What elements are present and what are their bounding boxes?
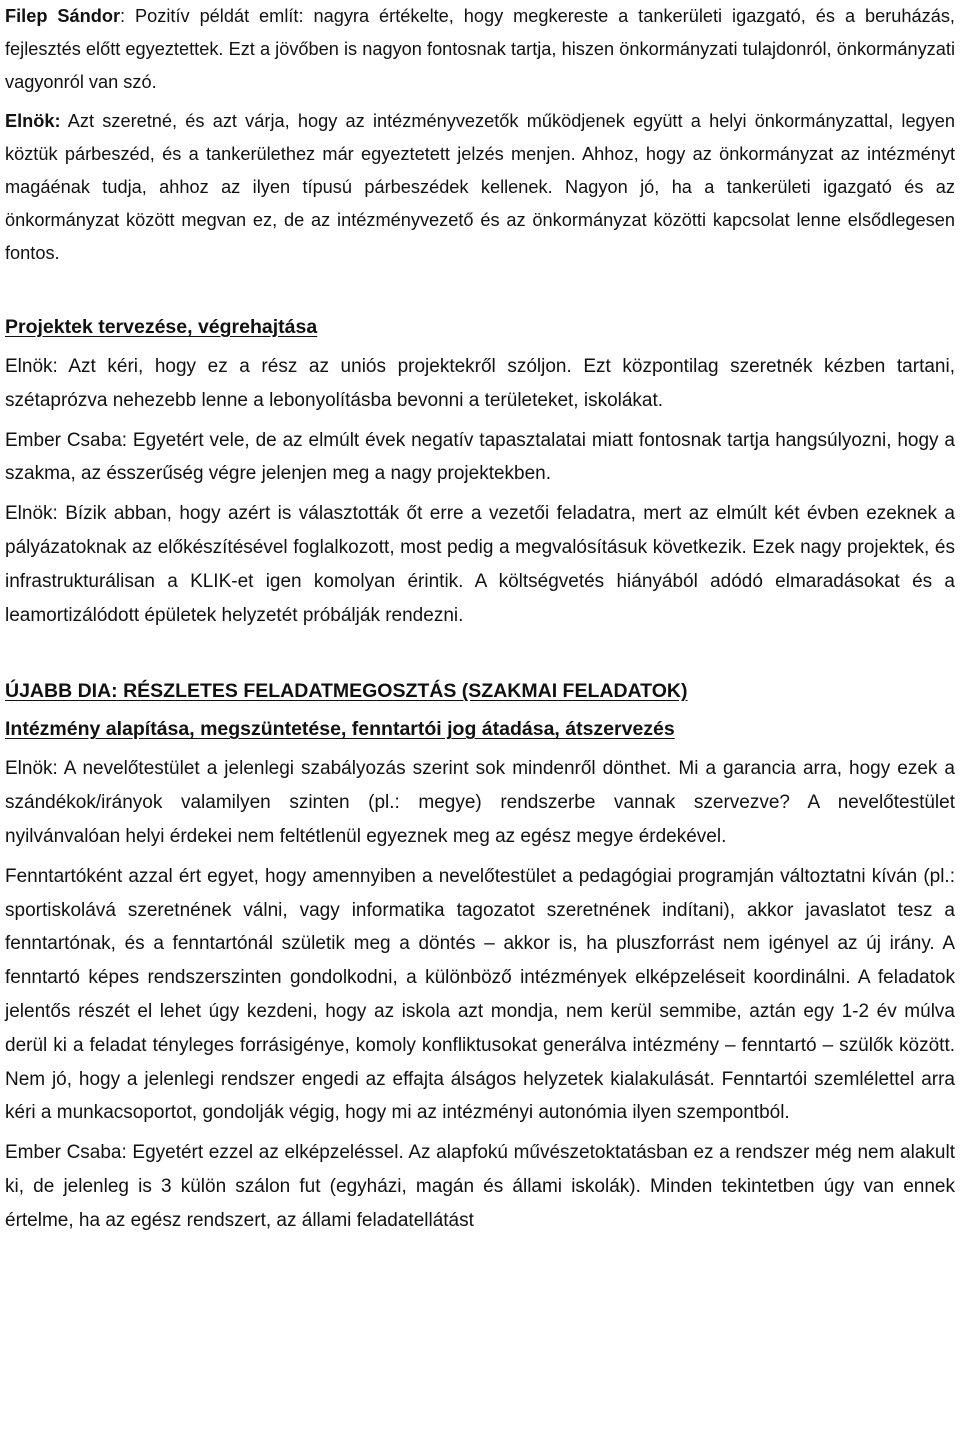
speaker-name: Ember Csaba [5,429,122,451]
subsection-heading-institution: Intézmény alapítása, megszüntetése, fenntartói jog átadása, átszervezés [5,718,675,741]
paragraph-text: : A nevelőtestület a jelenlegi szabályozás szerint sok mindenről dönthet. Mi a garancia arra, hogy ezek a szándékok/irányok valamilyen szinten (pl.: megye) rendszerbe vannak szervezve? A nevelőtestület nyilvánvalóan helyi érdekei nem feltétlenül egyeznek meg az egész megye érdekével. [5,758,955,847]
spacer [5,632,955,674]
paragraph-filep-sandor [5,0,955,99]
paragraph-elnok-3 [5,497,955,632]
speaker-name: Elnök [5,758,53,780]
paragraph-elnok-1 [5,105,955,270]
paragraph-ember-csaba-1 [5,424,955,492]
speaker-name: Elnök: [5,356,58,377]
paragraph-elnok-4 [5,752,955,853]
paragraph-text: : Egyetért vele, de az elmúlt évek negatív tapasztalatai miatt fontosnak tartja hangsúlyozni, hogy a szakma, az ésszerűség végre jelenjen meg a nagy projektekben. [5,429,955,485]
spacer [5,270,955,310]
document-page [5,0,955,1238]
paragraph-text: Egyetért ezzel az elképzeléssel. Az alapfokú művészetoktatásban ez a rendszer még nem alakult ki, de jelenleg is 3 külön szálon fut (egyházi, magán és állami iskolák). Minden tekintetben úgy van ennek értelme, ha az egész rendszert, az állami feladatellátást [5,1142,955,1231]
paragraph-text: Azt szeretné, és azt várja, hogy az intézményvezetők működjenek együtt a helyi önkormányzattal, legyen köztük párbeszéd, és a tankerülethez már egyeztetett jelzés menjen. Ahhoz, hogy az önkormányzat az intézményt magáénak tudja, ahhoz az ilyen típusú párbeszédek kellenek. Nagyon jó, ha a tankerületi igazgató és az önkormányzat között megvan ez, de az intézményvezető és az önkormányzat közötti kapcsolat lenne elsődlegesen fontos. [5,111,955,263]
speaker-name: Elnök: [5,111,61,131]
section-heading-projects: Projektek tervezése, végrehajtása [5,316,318,338]
speaker-name: Filep Sándor [5,6,121,26]
paragraph-ember-csaba-2 [5,1136,955,1237]
paragraph-fenntarto [5,860,955,1130]
paragraph-text: Bízik abban, hogy azért is választották őt erre a vezetői feladatra, mert az elmúlt két évben ezeknek a pályázatoknak az előkészítésével foglalkozott, most pedig a megvalósításuk következik. Ezek nagy projektek, és infrastrukturálisan a KLIK-et igen komolyan érintik. A költségvetés hiányából adódó elmaradásokat és a leamortizálódott épületek helyzetét próbálják rendezni. [5,503,955,626]
section-heading-new-slide: ÚJABB DIA: RÉSZLETES FELADATMEGOSZTÁS (SZAKMAI FELADATOK) [5,680,688,703]
paragraph-text: Azt kéri, hogy ez a rész az uniós projektekről szóljon. Ezt központilag szeretnék kézben tartani, szétaprózva nehezebb lenne a lebonyolításba bevonni a területeket, iskolákat. [5,356,955,411]
paragraph-text: Fenntartóként azzal ért egyet, hogy amennyiben a nevelőtestület a pedagógiai programján változtatni kíván (pl.: sportiskolává szeretnének válni, vagy informatika tagozatot szeretnének indítani), akkor javaslatot tesz a fenntartónak, és a fenntartónál születik meg a döntés – akkor is, ha pluszforrást nem igényel az új irány. A fenntartó képes rendszerszinten gondolkodni, a különböző intézmények elképzeléseit koordinálni. A feladatok jelentős részét el lehet úgy kezdeni, hogy az iskola azt mondja, nem kerül semmibe, aztán egy 1-2 év múlva derül ki a feladat tényleges forrásigénye, komoly konfliktusokat generálva intézmény – fenntartó – szülők között. Nem jó, hogy a jelenlegi rendszer engedi az effajta álságos helyzetek kialakulását. Fenntartói szemlélettel arra kéri a munkacsoportot, gondolják végig, hogy mi az intézményi autonómia ilyen szempontból. [5,865,955,1124]
paragraph-elnok-2 [5,350,955,418]
paragraph-text: : Pozitív példát említ: nagyra értékelte, hogy megkereste a tankerületi igazgató, és a beruházás, fejlesztés előtt egyeztettek. Ezt a jövőben is nagyon fontosnak tartja, hiszen önkormányzati tulajdonról, önkormányzati vagyonról van szó. [5,6,955,92]
speaker-name: Elnök: [5,503,58,525]
speaker-name: Ember Csaba: [5,1142,127,1164]
